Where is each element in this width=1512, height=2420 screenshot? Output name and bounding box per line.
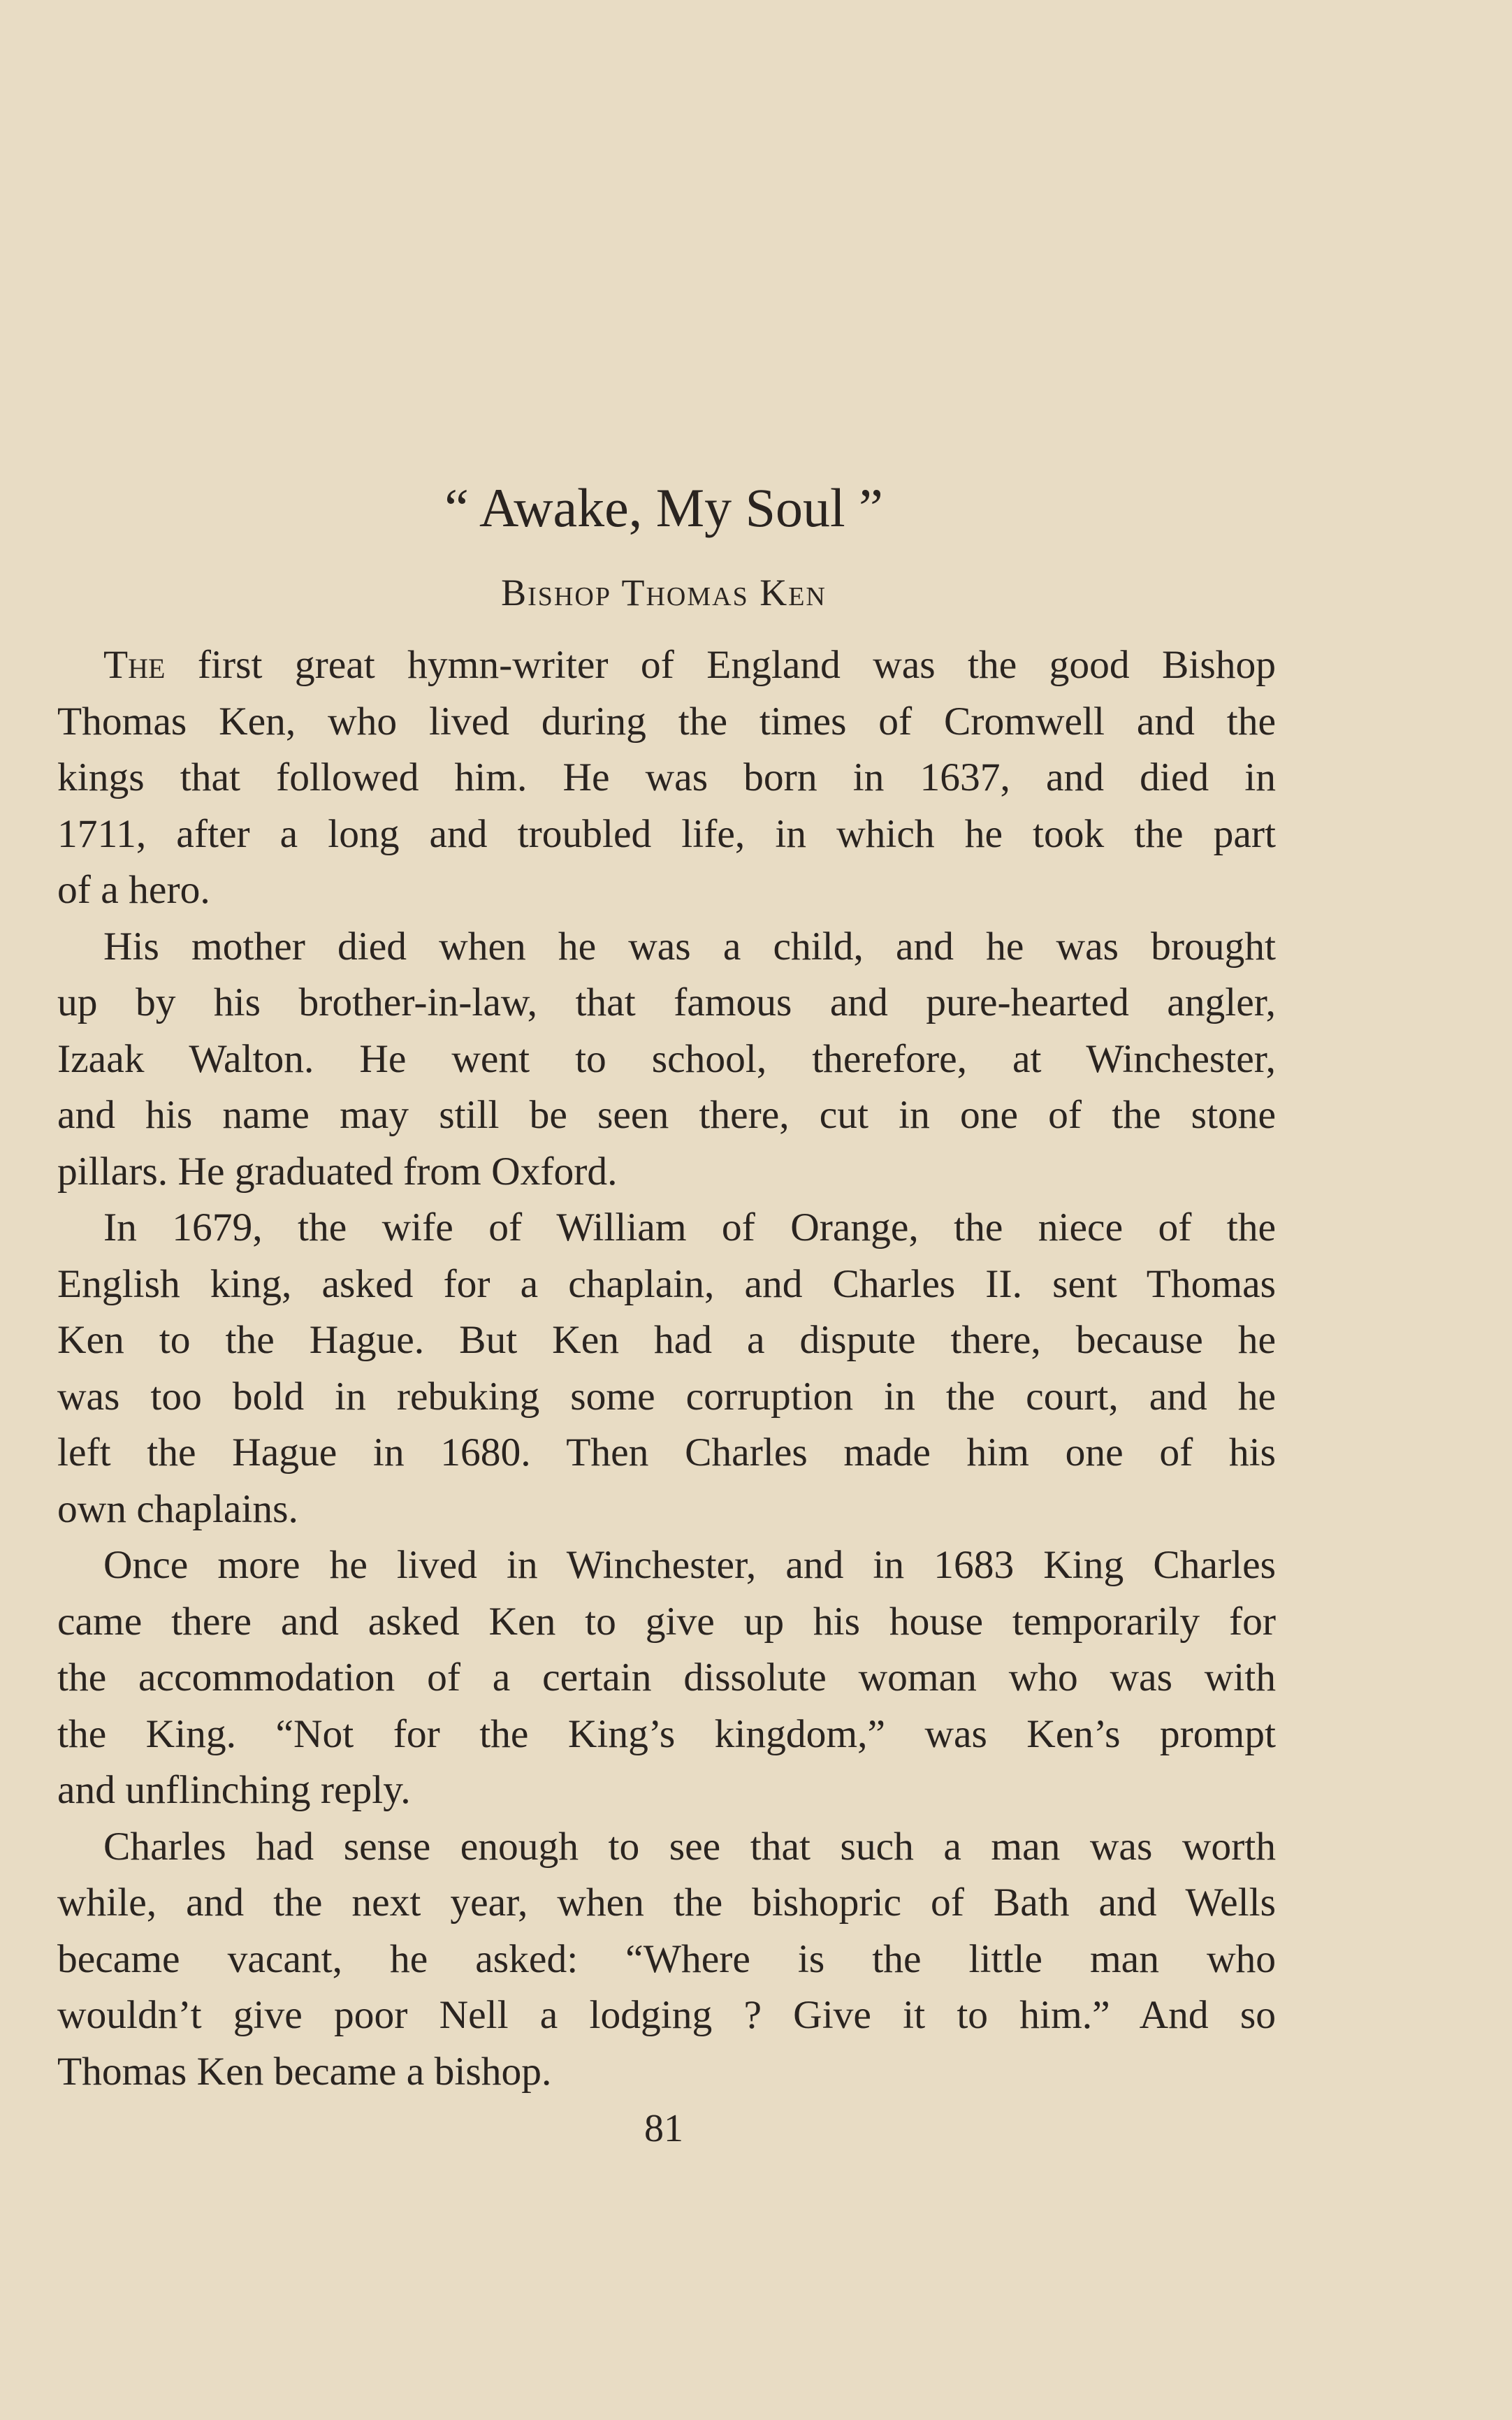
text-line: 1711, after a long and troubled life, in which he took the part bbox=[57, 811, 1276, 856]
chapter-author: Bishop Thomas Ken bbox=[501, 572, 827, 614]
text-line: was too bold in rebuking some corruption in the court, and he bbox=[57, 1374, 1276, 1419]
text-line: Thomas Ken, who lived during the times of Cromwell and the bbox=[57, 699, 1276, 744]
text-line: the accommodation of a certain dissolute woman who was with bbox=[57, 1655, 1276, 1700]
text-line: own chaplains. bbox=[57, 1486, 298, 1531]
text-line: the King. “Not for the King’s kingdom,” was Ken’s prompt bbox=[57, 1711, 1276, 1756]
text-line: wouldn’t give poor Nell a lodging ? Give it to him.” And so bbox=[57, 1993, 1276, 2037]
text-line: and his name may still be seen there, cut in one of the stone bbox=[57, 1093, 1276, 1137]
chapter-title: “ Awake, My Soul ” bbox=[444, 477, 883, 538]
text-line: Ken to the Hague. But Ken had a dispute there, because he bbox=[57, 1318, 1276, 1362]
page-number: 81 bbox=[644, 2107, 683, 2150]
text-line: Charles had sense enough to see that such a man was worth bbox=[103, 1824, 1276, 1869]
text-line: of a hero. bbox=[57, 868, 210, 912]
text-line: Izaak Walton. He went to school, therefore, at Winchester, bbox=[57, 1036, 1276, 1081]
text-line: English king, asked for a chaplain, and Charles II. sent Thomas bbox=[57, 1261, 1276, 1306]
text-line: His mother died when he was a child, and he was brought bbox=[103, 924, 1276, 969]
text-line: became vacant, he asked: “Where is the little man who bbox=[57, 1936, 1276, 1981]
text-line: came there and asked Ken to give up his house temporarily for bbox=[57, 1599, 1276, 1644]
lead-word: The bbox=[103, 643, 166, 687]
text-line: and unflinching reply. bbox=[57, 1768, 411, 1812]
text-line: Thomas Ken became a bishop. bbox=[57, 2049, 552, 2094]
text-line: Once more he lived in Winchester, and in 1683 King Charles bbox=[103, 1543, 1276, 1587]
body-text bbox=[57, 637, 1276, 2100]
text-line: In 1679, the wife of William of Orange, the niece of the bbox=[103, 1205, 1276, 1249]
text-line: while, and the next year, when the bishopric of Bath and Wells bbox=[57, 1881, 1276, 1925]
text-line: kings that followed him. He was born in 1637, and died in bbox=[57, 755, 1276, 799]
text-line: The first great hymn-writer of England was the good Bishop bbox=[103, 643, 1276, 687]
text-line: left the Hague in 1680. Then Charles made him one of his bbox=[57, 1430, 1276, 1475]
text-line: pillars. He graduated from Oxford. bbox=[57, 1149, 618, 1194]
text-line: up by his brother-in-law, that famous and pure-hearted angler, bbox=[57, 980, 1276, 1024]
